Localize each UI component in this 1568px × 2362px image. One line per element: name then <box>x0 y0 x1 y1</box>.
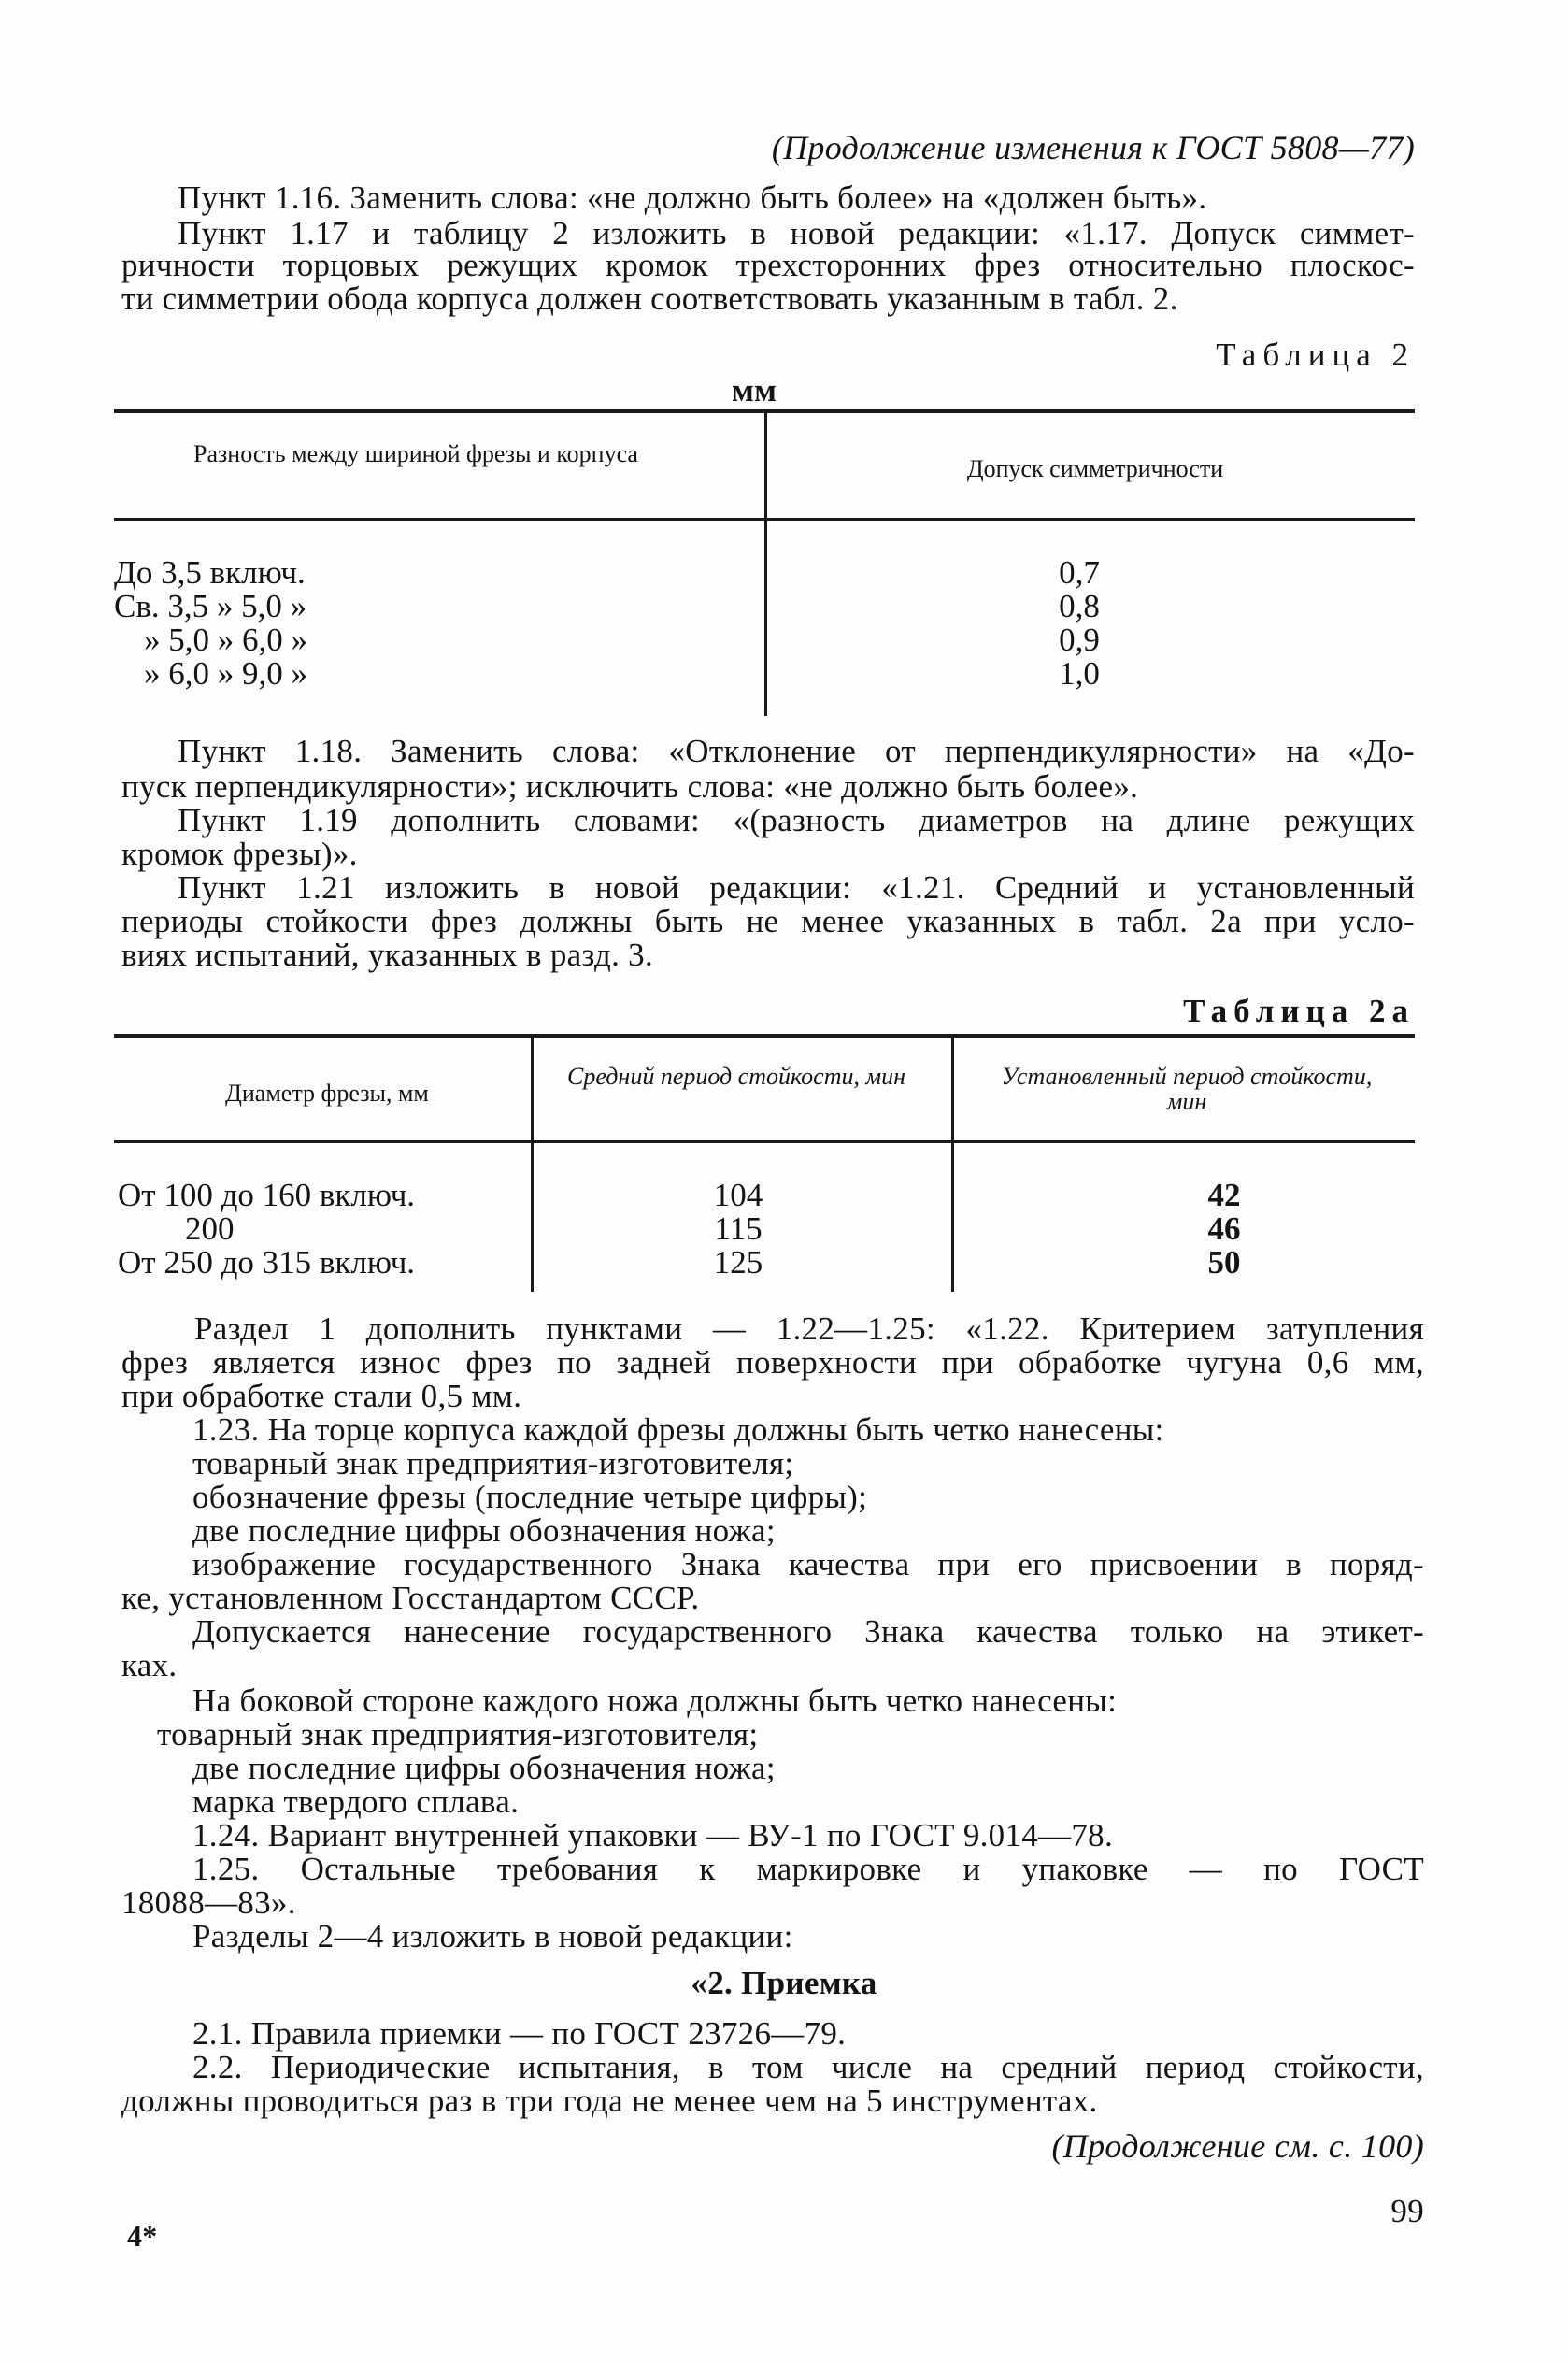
body-line-10: Допускается нанесение государственного Знака качества только на этикет- <box>192 1613 1424 1650</box>
body-line-13: товарный знак предприятия-изготовителя; <box>157 1716 759 1753</box>
mid-line-5: Пункт 1.21 изложить в новой редакции: «1.21. Средний и установленный <box>178 869 1415 906</box>
table2-row-value: 1,0 <box>1059 655 1100 692</box>
table2a-divider-1 <box>531 1038 534 1292</box>
mid-line-6: периоды стойкости фрез должны быть не менее указанных в табл. 2а при усло- <box>121 903 1415 939</box>
body-line-6: обозначение фрезы (последние четыре цифры); <box>192 1479 868 1515</box>
table2-row-range: » 5,0 » 6,0 » <box>144 622 307 658</box>
table2a-row-set: 46 <box>1207 1210 1241 1247</box>
intro-line-4: ти симметрии обода корпуса должен соответствовать указанным в табл. 2. <box>121 280 1178 317</box>
table2a-divider-2 <box>951 1038 954 1292</box>
mid-line-3: Пункт 1.19 дополнить словами: «(разность диаметров на длине режущих <box>178 802 1415 838</box>
table2a-top-rule <box>114 1034 1415 1038</box>
body-line-14: две последние цифры обозначения ножа; <box>192 1750 776 1786</box>
table2a-row-average: 125 <box>713 1244 763 1281</box>
table2-header-range: Разность между шириной фрезы и корпуса <box>193 440 638 467</box>
table2-row-range: Св. 3,5 » 5,0 » <box>114 588 307 624</box>
body-line-16: 1.24. Вариант внутренней упаковки — ВУ-1 по ГОСТ 9.014—78. <box>192 1817 1114 1854</box>
body-line-8: изображение государственного Знака качества при его присвоении в поряд- <box>192 1546 1424 1582</box>
mid-line-7: виях испытаний, указанных в разд. 3. <box>121 937 654 973</box>
body-line-12: На боковой стороне каждого ножа должны быть четко нанесены: <box>192 1682 1118 1719</box>
mid-line-4: кромок фрезы)». <box>121 836 358 872</box>
body-line-15: марка твердого сплава. <box>192 1783 520 1820</box>
table2-row-value: 0,7 <box>1059 554 1100 591</box>
table2a-header-set: Установленный период стойкости, мин <box>1001 1063 1373 1116</box>
table2a-row-average: 104 <box>713 1177 763 1213</box>
table2a-row-diameter: От 100 до 160 включ. <box>118 1177 416 1213</box>
table2-header-tolerance: Допуск симметричности <box>966 455 1224 482</box>
body-line-22: должны проводиться раз в три года не менее чем на 5 инструментах. <box>121 2083 1098 2119</box>
intro-line-1: Пункт 1.16. Заменить слова: «не должно быть более» на «должен быть». <box>178 179 1207 216</box>
table2-row-value: 0,9 <box>1059 622 1100 658</box>
table2a-header-diameter: Диаметр фрезы, мм <box>225 1080 429 1107</box>
table2a-row-diameter: От 250 до 315 включ. <box>118 1244 416 1281</box>
body-line-21: 2.2. Периодические испытания, в том числе на средний период стойкости, <box>192 2049 1424 2085</box>
body-line-5: товарный знак предприятия-изготовителя; <box>192 1445 794 1482</box>
table2a-header-rule <box>114 1140 1415 1143</box>
table2-caption: Таблица 2 <box>1216 336 1415 373</box>
table2-row-range: » 6,0 » 9,0 » <box>144 655 307 692</box>
body-line-17: 1.25. Остальные требования к маркировке и упаковке — по ГОСТ <box>192 1851 1424 1887</box>
table2a-row-diameter: 200 <box>185 1210 235 1247</box>
intro-line-2: Пункт 1.17 и таблицу 2 изложить в новой редакции: «1.17. Допуск симмет- <box>178 215 1415 251</box>
table2-header-rule <box>114 518 1415 521</box>
body-line-9: ке, установленном Госстандартом СССР. <box>121 1580 700 1616</box>
body-line-7: две последние цифры обозначения ножа; <box>192 1512 776 1549</box>
running-header: (Продолжение изменения к ГОСТ 5808—77) <box>771 129 1415 166</box>
table2-column-divider <box>764 413 767 716</box>
body-line-3: при обработке стали 0,5 мм. <box>121 1378 522 1414</box>
intro-line-3: ричности торцовых режущих кромок трехсторонних фрез относительно плоскос- <box>121 247 1415 283</box>
table2-row-range: До 3,5 включ. <box>114 554 306 591</box>
body-line-4: 1.23. На торце корпуса каждой фрезы должны быть четко нанесены: <box>192 1411 1164 1448</box>
body-line-19: Разделы 2—4 изложить в новой редакции: <box>192 1918 793 1954</box>
mid-line-1: Пункт 1.18. Заменить слова: «Отклонение от перпендикулярности» на «До- <box>178 733 1415 769</box>
table2a-caption: Таблица 2а <box>1183 993 1415 1029</box>
mid-line-2: пуск перпендикулярности»; исключить слова: «не должно быть более». <box>121 768 1139 805</box>
table2a-row-set: 50 <box>1207 1244 1241 1281</box>
body-line-20: 2.1. Правила приемки — по ГОСТ 23726—79. <box>192 2015 847 2052</box>
body-line-11: ках. <box>121 1647 178 1683</box>
continued-note: (Продолжение см. с. 100) <box>1051 2127 1424 2165</box>
table2a-header-average: Средний период стойкости, мин <box>567 1063 905 1090</box>
page-number: 99 <box>1390 2193 1424 2229</box>
body-line-1: Раздел 1 дополнить пунктами — 1.22—1.25: «1.22. Критерием затупления <box>194 1310 1424 1347</box>
table2-row-value: 0,8 <box>1059 588 1100 624</box>
body-line-18: 18088—83». <box>121 1884 296 1921</box>
section-heading: «2. Приемка <box>691 1965 877 2001</box>
signature-mark: 4* <box>127 2219 158 2253</box>
table2a-row-set: 42 <box>1207 1177 1241 1213</box>
body-line-2: фрез является износ фрез по задней поверхности при обработке чугуна 0,6 мм, <box>121 1344 1424 1381</box>
table2-unit: мм <box>732 372 777 408</box>
table2a-row-average: 115 <box>714 1210 763 1247</box>
